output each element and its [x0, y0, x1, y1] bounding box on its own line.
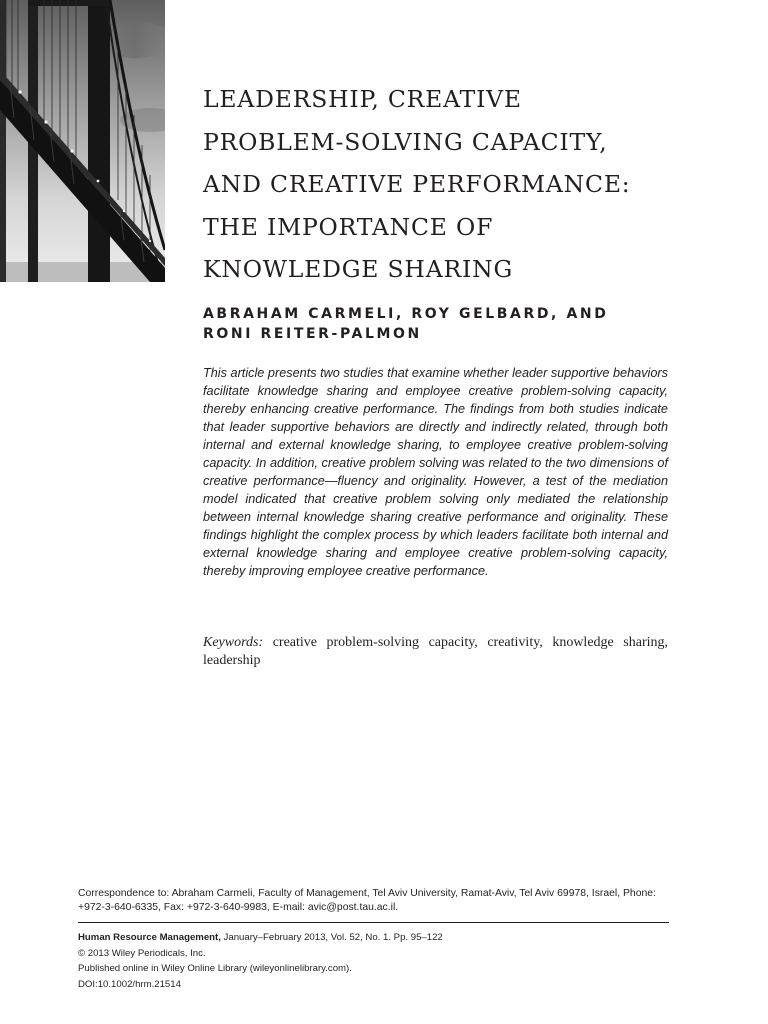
author-line: RONI REITER-PALMON [203, 326, 422, 342]
title-line: THE IMPORTANCE OF [203, 212, 494, 241]
copyright-line: © 2013 Wiley Periodicals, Inc. [78, 947, 206, 959]
footer-divider [78, 922, 669, 923]
title-line: AND CREATIVE PERFORMANCE: [203, 170, 631, 198]
keywords-text: creative problem-solving capacity, creativity, knowledge sharing, leadership [203, 635, 668, 668]
keywords [203, 634, 668, 670]
published-online-line: Published online in Wiley Online Library (wileyonlinelibrary.com). [78, 963, 352, 974]
publication-footer [78, 930, 678, 992]
doi-line: DOI:10.1002/hrm.21514 [78, 978, 181, 990]
journal-line [78, 930, 678, 946]
title-line: LEADERSHIP, CREATIVE [203, 85, 522, 113]
keywords-label: Keywords: [203, 635, 264, 650]
title-line: KNOWLEDGE SHARING [203, 255, 514, 283]
author-line: ABRAHAM CARMELI, ROY GELBARD, AND [203, 306, 609, 322]
journal-issue: January–February 2013, Vol. 52, No. 1. Pp. 95–122 [220, 932, 443, 943]
correspondence-note: Correspondence to: Abraham Carmeli, Faculty of Management, Tel Aviv University, Ramat-Aviv, Tel Aviv 69978, Israel, Phone: +972-3-640-6335, Fax: +972-3-640-9983, E-mail: avic@post.tau.ac.il. [78, 888, 656, 913]
bridge-photo [0, 0, 165, 282]
abstract: This article presents two studies that examine whether leader supportive behaviors facilitate knowledge sharing and employee creative problem-solving capacity, thereby enhancing creative performance. The findings from both studies indicate that leader supportive behaviors are directly and indirectly related, through both internal and external knowledge sharing, to employee creative problem-solving capacity. In addition, creative problem solving was related to the two dimensions of creative performance—fluency and originality. However, a test of the mediation model indicated that creative problem solving only mediated the relationship between internal knowledge sharing creative performance and originality. These findings highlight the complex process by which leaders facilitate both internal and external knowledge sharing and employee creative problem-solving capacity, thereby improving employee creative performance. [203, 366, 668, 578]
author-list [203, 304, 673, 344]
journal-name: Human Resource Management, [78, 932, 221, 943]
title-line: PROBLEM-SOLVING CAPACITY, [203, 127, 608, 156]
article-title [203, 78, 723, 291]
